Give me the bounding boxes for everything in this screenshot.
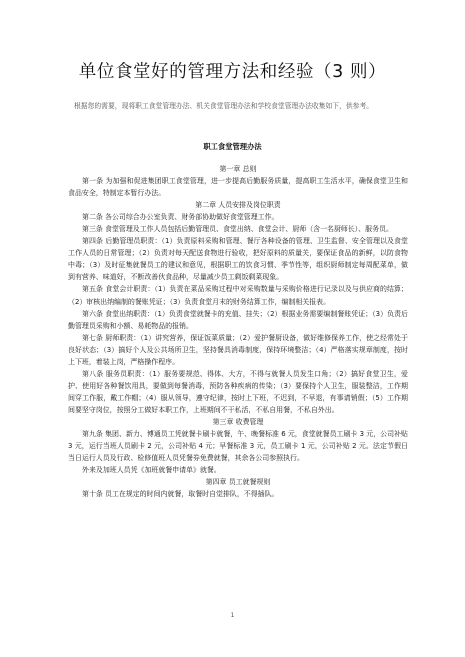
article-paragraph: 外来及加班人员凭《加班就餐申请单》就餐。 xyxy=(82,466,221,475)
chapter-heading: 第二章 人员安排及岗位职责 xyxy=(195,201,281,210)
article-paragraph: 第五条 食堂会计职责：（1）负责在菜品采购过程中对采购数量与采购价格进行记录以及与供应商的结算；（2）审核出纳编制的餐账凭证；（3）负责食堂月末的财务结算工作，编制相关报表。 xyxy=(68,285,408,306)
page-number: 1 xyxy=(230,612,235,619)
chapter-heading: 第三章 收费管理 xyxy=(212,417,264,426)
article-paragraph: 第六条 食堂出纳职责：（1）负责食堂就餐卡的充值、挂失；（2）根据业务需要编制餐账凭证；（3）负责后勤管理员采购和小额、易耗物品的报销。 xyxy=(68,309,408,330)
intro-paragraph xyxy=(74,100,404,112)
intro-text: 根据您的需要，现将职工食堂管理办法、机关食堂管理办法和学校食堂管理办法收集如下，供参考。 xyxy=(74,102,374,110)
document-body xyxy=(68,163,408,500)
article-paragraph: 第八条 服务员职责：（1）服务要规范、得体、大方，不得与就餐人员发生口角；（2）搞好食堂卫生，爱护、使用好各种餐饮用具，要做到每餐消毒，预防各种疾病的传染；（3）要保持个人卫生，服装整洁，工作期间穿工作服，戴工作帽；（4）服从领导，遵守纪律，按时上下班，不迟到，不早退，有事请销假；（5）工作期间要坚守岗位，按照分工做好本职工作，上班期间不干私活，不私自用餐，不私自外出。 xyxy=(68,369,408,414)
chapter-heading: 第一章 总则 xyxy=(219,165,257,173)
document-title: 单位食堂好的管理方法和经验（3 则） xyxy=(78,62,387,82)
section-title: 职工食堂管理办法 xyxy=(203,142,262,151)
article-paragraph: 第九条 集团、新力、博通员工凭就餐卡刷卡就餐，午、晚餐标准 6 元，食堂就餐员工刷卡 3 元，公司补贴 3 元，运行当班人员刷卡 2 元，公司补贴 4 元；早餐标准 3 元，员工刷卡 1 元，公司补贴 2 元。法定节假日当日运行人员及行政、检修值班人员凭餐券免费就餐，其余各公司参照执行。 xyxy=(68,430,408,463)
article-paragraph: 第四条 后勤管理员职责：（1）负责原料采购和管理、餐厅各种设备的管理、卫生监督、安全管理以及食堂工作人员的日常管理；（2）负责对每天配送食物进行验收，把好原料的质量关，要保证食品的新鲜，以防食物中毒；（3）及时征集就餐员工的建议和意见，根据职工的饮食习惯、季节性等，组织厨师制定每周配菜单，做到有营养、味道好，不断改善伙食品种，尽量减少员工剩饭剩菜现象。 xyxy=(68,237,408,282)
article-paragraph: 第二条 各公司综合办公室负责、财务部协助做好食堂管理工作。 xyxy=(82,213,279,222)
chapter-heading: 第四章 员工就餐规则 xyxy=(205,478,271,487)
article-paragraph: 第十条 员工在规定的时间内就餐，取餐时自觉排队，不得插队。 xyxy=(82,490,279,499)
article-paragraph: 第一条 为加强和促进集团职工食堂管理，进一步提高后勤服务质量，提高职工生活水平，确保食堂卫生和食品安全，特制定本暂行办法。 xyxy=(68,177,408,198)
article-paragraph: 第三条 食堂管理及工作人员包括后勤管理员、食堂出纳、食堂会计、厨师（含一名厨师长）、服务员。 xyxy=(82,225,393,234)
article-paragraph: 第七条 厨师职责：（1）讲究营养，保证饭菜质量；（2）爱护餐厨设备，做好维修保养工作，使之经常处于良好状态；（3）搞好个人及公共场所卫生，坚持餐具消毒制度，保持环境整洁；（4）严格落实规章制度，按时上下班，着装上岗，严格操作程序。 xyxy=(68,333,408,366)
